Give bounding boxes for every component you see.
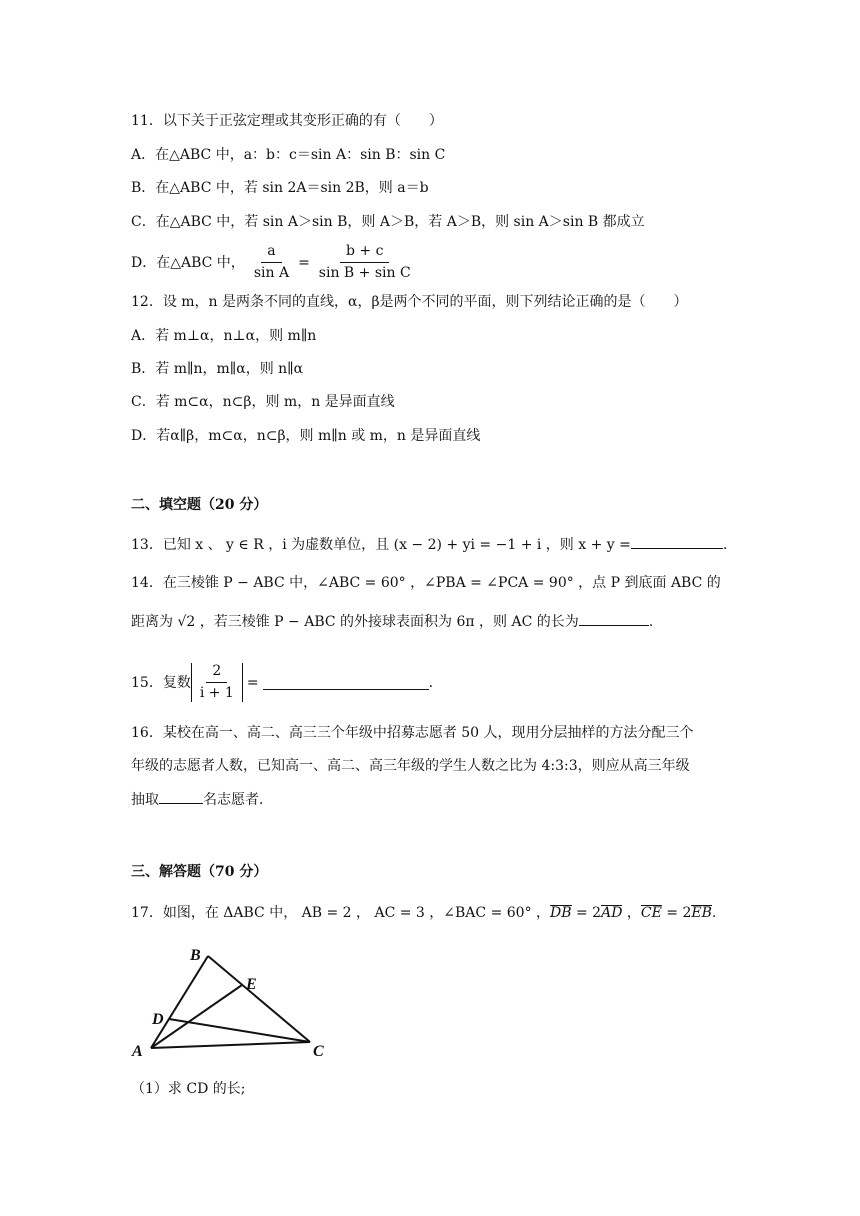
q15-numerator: 2 [206,663,227,683]
q11-option-b: B．在△ABC 中，若 sin 2A＝sin 2B，则 a＝b [131,180,429,196]
segment-ac [151,1042,310,1048]
q11-d-num-right: b + c [340,243,389,263]
q17-sep: ， [622,905,641,921]
q16-answer-blank [159,789,203,804]
q17-vector-ad: AD [601,905,623,921]
q17-vector-eb: EB [691,905,712,921]
q11-d-fraction-right [313,243,417,282]
q12-option-b: B．若 m∥n，m∥α，则 n∥α [131,361,304,377]
segment-ae [151,985,242,1048]
q11-stem: 11．以下关于正弦定理或其变形正确的有（ ） [131,113,443,129]
q13-text: 13．已知 x 、 y ∈ R ，i 为虚数单位，且 (x − 2) + yi = −1 + i ，则 x + y = [131,537,631,553]
q14-answer-blank [579,611,649,626]
q11-d-equals: = [298,254,310,271]
q17-part-1: （1）求 CD 的长; [131,1081,246,1097]
q13-answer-blank [631,534,723,549]
q17-eq1: = 2 [571,905,602,921]
q15-fraction [194,663,240,702]
q15-absolute-value [191,663,243,702]
q14-line-2-text: 距离为 √2 ，若三棱锥 P − ABC 的外接球表面积为 6π ，则 AC 的长为 [131,614,579,630]
q17-vector-db: DB [550,905,572,921]
q16-line-3-a: 抽取 [131,792,159,808]
label-a: A [132,1043,143,1060]
q14-end: . [648,614,654,630]
q11-option-d [131,243,420,282]
q17-text: 17．如图，在 ΔABC 中， AB = 2 ， AC = 3 ，∠BAC = 60° ， [131,905,551,921]
q15-equals: = [246,674,259,691]
q11-d-den-right: sin B + sin C [318,265,411,281]
q15 [131,663,433,702]
label-b: B [190,947,201,964]
segment-dc [169,1019,310,1042]
figure-lines [151,956,310,1048]
q17 [131,903,716,923]
q16-line-3 [131,789,273,810]
q16-line-2: 年级的志愿者人数，已知高一、高二、高三年级的学生人数之比为 4:3:3，则应从高三年级 [131,758,690,774]
q15-prefix: 15．复数 [131,674,191,691]
q13 [131,534,727,555]
q17-eq2: = 2 [661,905,692,921]
q11-d-prefix: D．在△ABC 中， [131,254,245,271]
q11-d-fraction-left [248,243,295,282]
q12-stem: 12．设 m，n 是两条不同的直线，α，β是两个不同的平面，则下列结论正确的是（ ） [131,294,688,310]
q14-line-2 [131,611,653,632]
q16-line-1: 16．某校在高一、高二、高三三个年级中招募志愿者 50 人，现用分层抽样的方法分配三个 [131,725,694,741]
section-2-title: 二、填空题（20 分） [131,497,268,513]
q15-answer-blank [263,675,429,690]
q11-d-den-left: sin A [253,265,290,281]
label-c: C [313,1043,324,1060]
q16-line-3-b: 名志愿者． [203,792,273,808]
q11-option-c: C．在△ABC 中，若 sin A＞sin B，则 A＞B，若 A＞B，则 sin A＞sin B 都成立 [131,214,645,230]
q11-d-num-left: a [261,243,281,263]
q11-option-a: A．在△ABC 中，a：b：c＝sin A：sin B：sin C [131,147,446,163]
triangle-figure [128,942,338,1064]
q17-vector-ce: CE [640,905,662,921]
label-e: E [246,976,257,993]
q14-line-1: 14．在三棱锥 P − ABC 中，∠ABC = 60° ，∠PBA = ∠PCA = 90° ，点 P 到底面 ABC 的 [131,575,721,591]
q13-end: . [722,537,728,553]
q12-option-a: A．若 m⊥α，n⊥α，则 m∥n [131,328,317,344]
segment-ab [151,956,208,1048]
q12-option-d: D．若α∥β，m⊂α，n⊂β，则 m∥n 或 m，n 是异面直线 [131,428,481,444]
q15-denominator: i + 1 [199,685,234,701]
label-d: D [152,1011,164,1028]
q15-end: . [428,674,434,691]
q17-end: . [711,905,717,921]
section-3-title: 三、解答题（70 分） [131,864,268,880]
q12-option-c: C．若 m⊂α，n⊂β，则 m，n 是异面直线 [131,394,395,410]
